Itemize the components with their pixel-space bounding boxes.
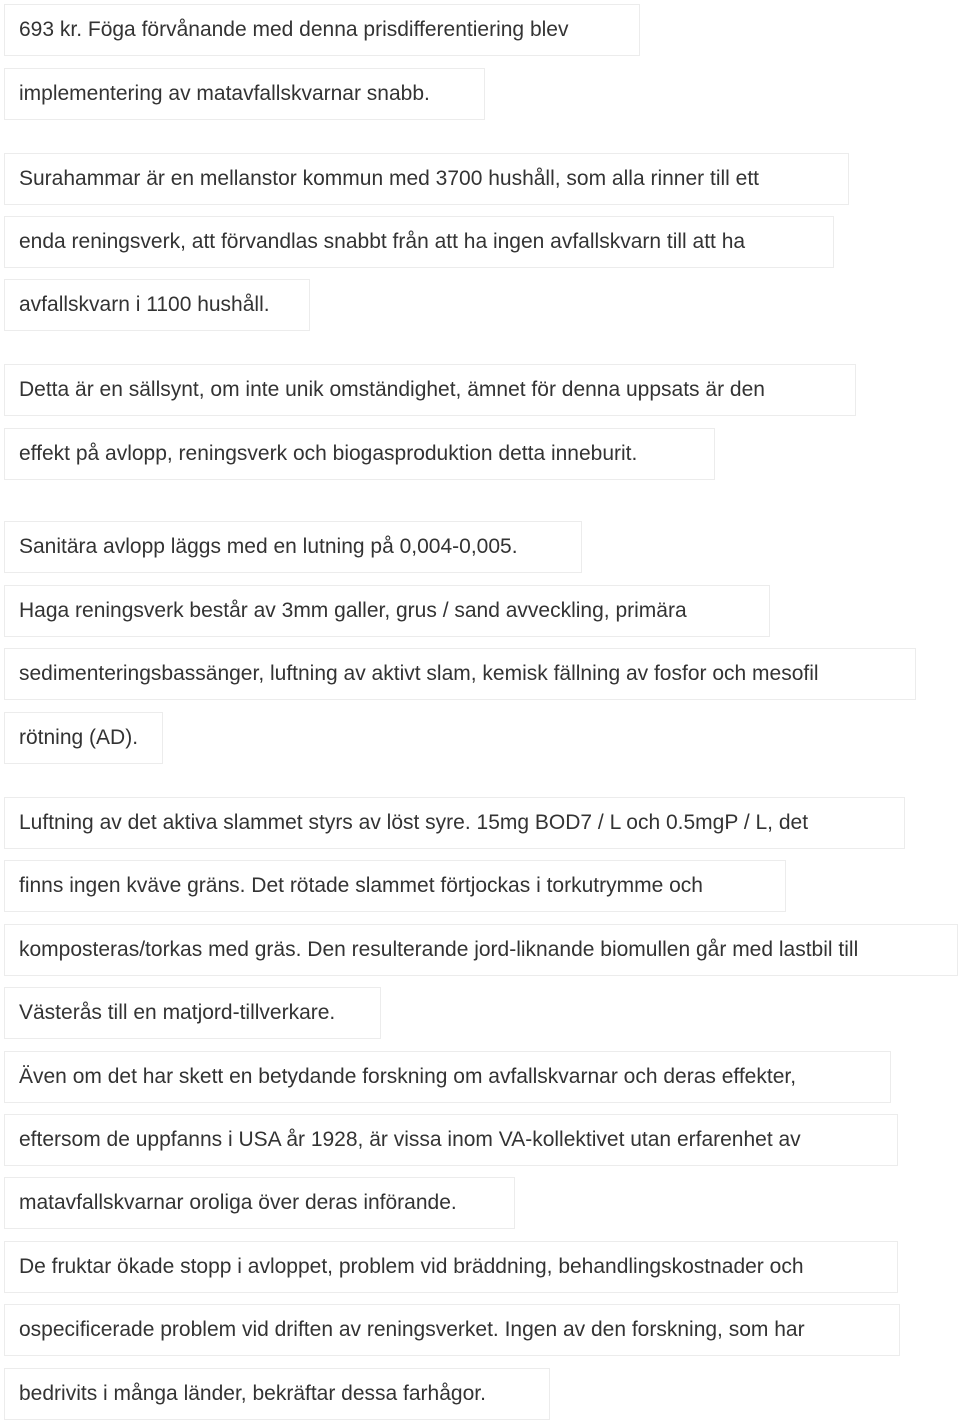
text-line: rötning (AD). [4, 712, 163, 764]
text-line: Detta är en sällsynt, om inte unik omständighet, ämnet för denna uppsats är den [4, 364, 856, 416]
text-line: De fruktar ökade stopp i avloppet, problem vid bräddning, behandlingskostnader och [4, 1241, 898, 1293]
text-line: ospecificerade problem vid driften av reningsverket. Ingen av den forskning, som har [4, 1304, 900, 1356]
text-line: komposteras/torkas med gräs. Den resulterande jord-liknande biomullen går med lastbil till [4, 924, 958, 976]
text-line: finns ingen kväve gräns. Det rötade slammet förtjockas i torkutrymme och [4, 860, 786, 912]
text-line: Även om det har skett en betydande forskning om avfallskvarnar och deras effekter, [4, 1051, 891, 1103]
text-line: implementering av matavfallskvarnar snabb. [4, 68, 485, 120]
text-line: effekt på avlopp, reningsverk och biogasproduktion detta inneburit. [4, 428, 715, 480]
text-line: enda reningsverk, att förvandlas snabbt från att ha ingen avfallskvarn till att ha [4, 216, 834, 268]
text-line: bedrivits i många länder, bekräftar dessa farhågor. [4, 1368, 550, 1420]
text-line: Sanitära avlopp läggs med en lutning på 0,004-0,005. [4, 521, 582, 573]
text-line: Haga reningsverk består av 3mm galler, grus / sand avveckling, primära [4, 585, 770, 637]
text-line: matavfallskvarnar oroliga över deras införande. [4, 1177, 515, 1229]
text-line: Luftning av det aktiva slammet styrs av löst syre. 15mg BOD7 / L och 0.5mgP / L, det [4, 797, 905, 849]
text-line: Västerås till en matjord-tillverkare. [4, 987, 381, 1039]
text-line: sedimenteringsbassänger, luftning av aktivt slam, kemisk fällning av fosfor och mesofil [4, 648, 916, 700]
text-line: Surahammar är en mellanstor kommun med 3700 hushåll, som alla rinner till ett [4, 153, 849, 205]
text-line: avfallskvarn i 1100 hushåll. [4, 279, 310, 331]
text-line: 693 kr. Föga förvånande med denna prisdifferentiering blev [4, 4, 640, 56]
text-line: eftersom de uppfanns i USA år 1928, är vissa inom VA-kollektivet utan erfarenhet av [4, 1114, 898, 1166]
